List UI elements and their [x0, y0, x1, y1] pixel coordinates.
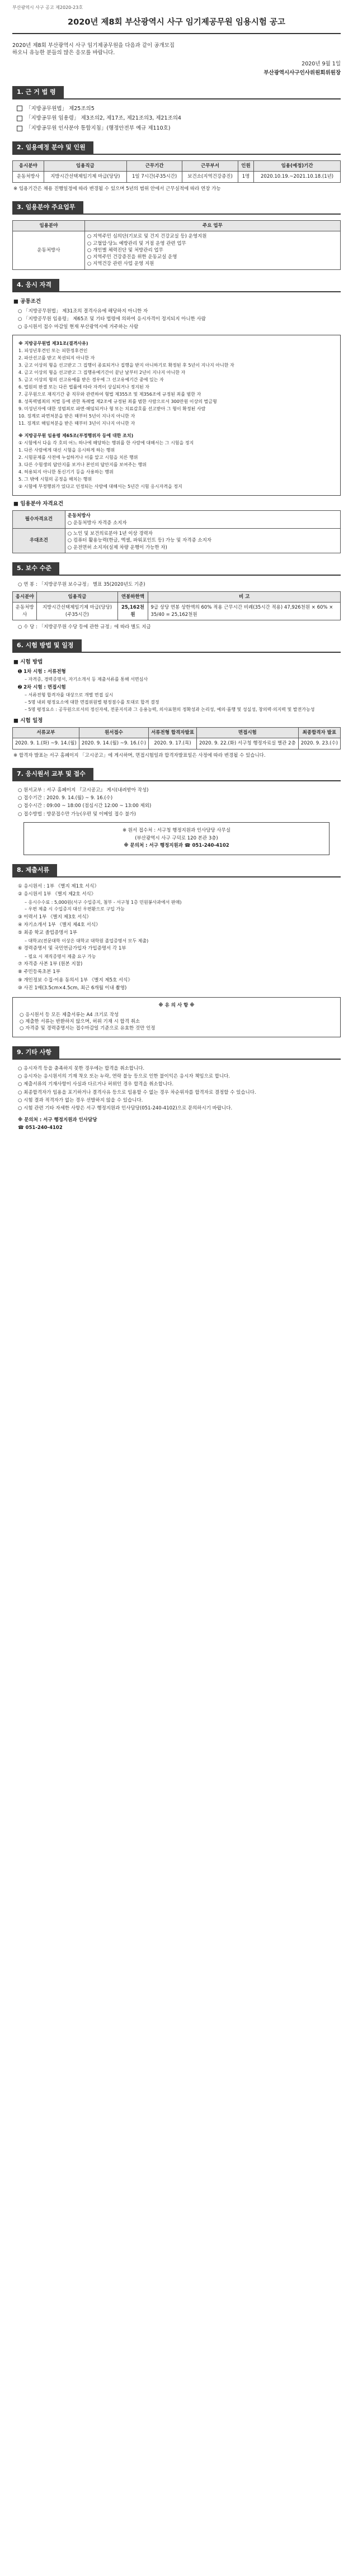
warning-title: ※ 유 의 사 항 ※ — [158, 1003, 195, 1009]
intro — [12, 42, 341, 58]
box-line: 5. 그 밖에 시험의 공정을 해치는 행위 — [18, 477, 92, 482]
notice-number: 부산광역시 사구 공고 제2020-23호 — [12, 5, 83, 10]
title-divider — [12, 33, 341, 34]
misc-item: ○ 시험 결과 적격자가 없는 경우 선발하지 않을 수 있습니다. — [18, 1097, 143, 1103]
section-title: 8. 제출서류 — [12, 864, 57, 876]
table-header-cell: 임용직급 — [44, 160, 126, 171]
checkbox-icon — [17, 106, 22, 111]
box-line: 6. 법원의 판결 또는 다른 법률에 따라 자격이 상실되거나 정지된 자 — [18, 385, 149, 390]
issuing-org: 부산광역시사구인사위원회위원장 — [263, 69, 341, 76]
application-item: ○ 접수시간 : 09:00 ~ 18:00 (점심시간 12:00 ~ 13:00 제외) — [18, 803, 152, 809]
table-header-cell: 임용(예정)기간 — [254, 160, 341, 171]
subhead-text: 공통조건 — [20, 298, 41, 305]
condition-item: ○ 「지방공무원 임용령」 제65조 및 기타 법령에 의하여 응시자격이 정지되지 아니한 사람 — [18, 316, 206, 322]
section-header-misc — [12, 1046, 341, 1060]
salary-line: ○ 연 봉 : 「지방공무원 보수규정」 별표 35(2020년도 기준) — [18, 581, 145, 587]
box-line: ※ 지방공무원 임용령 제65조(부정행위자 등에 대한 조치) — [18, 433, 134, 439]
table-cell: 운동처방사 — [13, 172, 44, 182]
allowance-note: ○ 수 당 : 「지방공무원 수당 등에 관한 규정」에 따라 별도 지급 — [18, 624, 151, 630]
section-title: 1. 근 거 법 령 — [12, 86, 64, 98]
subhead-text: 시험 방법 — [20, 659, 43, 666]
box-line: ① 시험에서 다음 각 호의 어느 하나에 해당하는 행위를 한 사람에 대해서는 그 시험을 정지 — [18, 440, 194, 446]
section-header-laws — [12, 86, 341, 99]
contact-phone: ☎ 051-240-4102 — [18, 1125, 63, 1131]
box-line: 1. 피성년후견인 또는 피한정후견인 — [18, 348, 88, 354]
section-header-application — [12, 768, 341, 781]
box-line: 4. 금고 이상의 형을 선고받고 그 집행유예기간이 끝난 날부터 2년이 지나지 아니한 자 — [18, 370, 186, 376]
box-line: 5. 금고 이상의 형의 선고유예를 받은 경우에 그 선고유예기간 중에 있는 자 — [18, 377, 164, 383]
method-detail: – 5명 평정요소 : 공무원으로서의 정신자세, 전문지식과 그 응용능력, 의사표현의 정확성과 논리성, 예의·품행 및 성실성, 창의력·의지력 및 발전가능성 — [25, 706, 315, 712]
method-detail: – 자격증, 경력증명서, 자기소개서 등 제출서류를 통해 서면심사 — [25, 677, 148, 682]
table-cell: 25,162천원 — [117, 603, 148, 620]
section-header-duties — [12, 201, 341, 215]
warning-box — [12, 997, 341, 1037]
section-title: 9. 기타 사항 — [12, 1046, 59, 1059]
table-header-row — [13, 727, 341, 738]
box-line: 4. 허용되지 아니한 통신기기 등을 사용하는 행위 — [18, 469, 114, 475]
exam-schedule-title: ■ 시험 일정 — [13, 718, 43, 724]
schedule-table — [12, 727, 341, 749]
document-detail: – 필요 시 재직증명서 제출 요구 가능 — [25, 953, 96, 959]
checkbox-icon — [17, 126, 22, 131]
box-line: 9. 미성년자에 대한 성범죄로 파면·해임되거나 형 또는 치료감호를 선고받아 그 형이 확정된 사람 — [18, 406, 206, 412]
box-line: 7. 공무원으로 재직기간 중 직무와 관련하여 형법 제355조 및 제356조에 규정된 죄를 범한 자 — [18, 392, 201, 397]
misc-item: ○ 제출서류의 기재사항이 사실과 다르거나 허위인 경우 합격을 취소합니다. — [18, 1081, 174, 1088]
table-header-cell: 주요 업무 — [84, 220, 340, 231]
preferred-item: ○ 운전면허 소지자(실제 차량 운행이 가능한 자) — [67, 544, 167, 551]
subhead-text: 임용분야 자격요건 — [20, 501, 64, 507]
table-cell: 운동처방사 — [13, 603, 37, 620]
table-cell: 보건소(지역건강증진) — [182, 172, 238, 182]
warning-item: ○ 자격증 및 경력증명서는 접수마감일 기준으로 유효한 것만 인정 — [20, 1026, 156, 1032]
duty-item: ○ 개인별 체력진단 및 처방관리 업무 — [87, 247, 163, 253]
checkbox-icon — [17, 116, 22, 121]
table-header-cell: 서류전형 합격자발표 — [149, 727, 197, 738]
box-line: 8. 성폭력범죄의 처벌 등에 관한 특례법 제2조에 규정된 죄를 범한 사람으로서 300만원 이상의 벌금형 — [18, 399, 217, 405]
condition-item: ○ 응시원서 접수 마감일 현재 부산광역시에 거주하는 사람 — [18, 324, 139, 330]
required-text: ○ 운동처방사 자격증 소지자 — [67, 520, 127, 526]
document-item: ⑤ 최종 학교 졸업증명서 1부 — [18, 930, 77, 936]
document-item: ② 응시원서 1부 《별지 제2호 서식》 — [18, 891, 96, 898]
section-title: 4. 응시 자격 — [12, 279, 59, 291]
table-row — [13, 738, 341, 749]
table-cell: 2020. 9. 22.(화) 서구청 행정자료실 별관 2층 — [196, 738, 298, 749]
intro-line: 2020년 제8회 부산광역시 사구 임기제공무원을 다음과 같이 공개모집 — [12, 42, 175, 49]
table-row — [13, 511, 341, 529]
table-cell: 2020. 9. 17.(목) — [149, 738, 197, 749]
method-item: ➊ 1차 시험 : 서류전형 — [18, 669, 66, 675]
application-item: ○ 접수방법 : 방문접수만 가능(우편 및 이메일 접수 불가) — [18, 811, 136, 817]
section-header-positions — [12, 141, 341, 155]
box-line: 11. 징계로 해임처분을 받은 때부터 3년이 지나지 아니한 자 — [18, 421, 135, 426]
box-line: 2. 파산선고를 받고 복권되지 아니한 자 — [18, 355, 95, 361]
misc-item: ○ 응시자격 등을 충족하지 못한 경우에는 합격을 취소합니다. — [18, 1065, 145, 1071]
duties-cell — [84, 231, 340, 270]
misc-item: ○ 최종합격자가 임용을 포기하거나 결격사유 등으로 임용할 수 없는 경우 차순위자를 합격자로 결정할 수 있습니다. — [18, 1089, 256, 1095]
document-detail: – 대학교(전문대학 이상은 대학교 대학원 졸업증명서 모두 제출) — [25, 938, 149, 943]
table-header-cell: 필수자격요건 — [13, 511, 65, 529]
section-header-eligibility — [12, 279, 341, 292]
warning-item: ○ 응시원서 등 모든 제출서류는 A4 크기로 작성 — [20, 1012, 119, 1018]
law-text: 「지방공무원 임용령」 제3조의2, 제17조, 제21조의3, 제21조의4 — [26, 115, 181, 122]
misc-item: ○ 시험 관련 기타 자세한 사항은 서구 행정지원과 인사담당(051-240-4102)으로 문의하시기 바랍니다. — [18, 1106, 233, 1112]
document-detail: – 우편 제출 시 수입증지 대신 우편환으로 구입 가능 — [25, 907, 125, 912]
table-header-cell: 근무기간 — [126, 160, 182, 171]
document-item: ⑨ 개인정보 수집·이용 동의서 1부 《별지 제5호 서식》 — [18, 977, 133, 983]
table-header-cell: 임용분야 — [13, 220, 85, 231]
table-cell: 1명 — [238, 172, 253, 182]
table-cell: 1일 7시간(주35시간) — [126, 172, 182, 182]
table-cell: 9급 상당 연봉 상한액의 60% 적용 근무시간 비례(35시간 적용) 47,926천원 × 60% × 35/40 = 25,162천원 — [148, 603, 341, 620]
section-title: 6. 시험 방법 및 일정 — [12, 639, 82, 652]
table-header-cell: 근무부서 — [182, 160, 238, 171]
application-callout — [23, 822, 330, 855]
box-line: ※ 지방공무원법 제31조(결격사유) — [18, 341, 88, 347]
table-row — [13, 172, 341, 182]
positions-table — [12, 160, 341, 183]
section-title: 2. 임용예정 분야 및 인원 — [12, 141, 93, 154]
table-header-cell: 임용직급 — [37, 592, 117, 603]
duties-table — [12, 220, 341, 270]
section-header-salary — [12, 562, 341, 576]
table-cell — [65, 528, 340, 553]
document-item: ⑦ 자격증 사본 1부 (원본 지참) — [18, 961, 83, 967]
table-header-row — [13, 592, 341, 603]
eligibility-title: ■ 임용분야 자격요건 — [13, 501, 64, 507]
application-item: ○ 접수기간 : 2020. 9. 14.(월) ~ 9. 16.(수) — [18, 795, 113, 801]
section-title: 3. 임용분야 주요업무 — [12, 201, 83, 214]
law-text: 「지방공무원법」 제25조의5 — [26, 105, 95, 112]
document-item: ③ 이력서 1부 《별지 제3호 서식》 — [18, 914, 92, 920]
table-header-cell: 최종합격자 발표 — [298, 727, 340, 738]
table-row — [13, 231, 341, 270]
table-header-cell: 인원 — [238, 160, 253, 171]
law-text: 「지방공무원 인사분야 통합지침」(행정안전부 예규 제110호) — [26, 125, 171, 132]
table-header-cell: 우대조건 — [13, 528, 65, 553]
table-row — [13, 528, 341, 553]
field-name: 운동처방사 — [67, 513, 91, 519]
box-line: 3. 다른 수험생의 답안지를 보거나 본인의 답안지를 보여주는 행위 — [18, 462, 147, 468]
duty-item: ○ 지역주민 건강증진을 위한 운동교실 운영 — [87, 254, 177, 260]
section-header-exam — [12, 639, 341, 653]
callout-line: (부산광역시 사구 구덕로 120 본관 3층) — [135, 835, 218, 841]
preferred-item: ○ 컴퓨터 활용능력(한글, 엑셀, 파워포인트 등) 가능 및 자격증 소지자 — [67, 538, 212, 544]
notice-date: 2020년 9월 1일 — [302, 61, 341, 68]
table-header-row — [13, 220, 341, 231]
document-item: ⑩ 사진 1매(3.5cm×4.5cm, 최근 6개월 이내 촬영) — [18, 985, 127, 992]
box-line: 3. 금고 이상의 형을 선고받고 그 집행이 종료되거나 집행을 받지 아니하기로 확정된 후 5년이 지나지 아니한 자 — [18, 363, 234, 368]
table-header-cell: 응시분야 — [13, 160, 44, 171]
table-cell: 지방시간선택제임기제 마급(당당) — [44, 172, 126, 182]
table-cell: 2020. 9. 14.(월) ~9. 16.(수) — [79, 738, 148, 749]
method-detail: – 서류전형 합격자를 대상으로 개별 면접 실시 — [25, 692, 114, 698]
table-header-cell: 면접시험 — [196, 727, 298, 738]
exam-method-title: ■ 시험 방법 — [13, 659, 43, 666]
law-item — [17, 115, 341, 122]
box-line: 1. 다른 사람에게 대신 시험을 응시하게 하는 행위 — [18, 448, 115, 453]
intro-line: 하오니 유능한 분들의 많은 응모를 바랍니다. — [12, 50, 115, 56]
table-row — [13, 603, 341, 620]
table-header-cell: 서류교부 — [13, 727, 79, 738]
misc-item: ○ 응시자는 응시원서의 기재 착오 또는 누락, 연락 불능 등으로 인한 불이익은 응시자 책임으로 합니다. — [18, 1073, 230, 1079]
positions-note: ※ 임용기간은 채용 진행일정에 따라 변경될 수 있으며 5년의 범위 안에서 근무실적에 따라 연장 가능 — [13, 186, 221, 192]
method-item: ➋ 2차 시험 : 면접시험 — [18, 685, 66, 691]
law-item — [17, 125, 341, 132]
table-cell — [65, 511, 340, 529]
preferred-item: ○ 노인 및 보건의료분야 1년 이상 경력자 — [67, 530, 153, 537]
method-detail: – 5명 내외 평정요소에 대한 면접위원별 평정점수를 토대로 합격 결정 — [25, 699, 159, 705]
document-item: ⑧ 주민등록초본 1부 — [18, 969, 60, 975]
table-header-cell: 비 고 — [148, 592, 341, 603]
table-cell: 2020.10.19.~2021.10.18.(1년) — [254, 172, 341, 182]
table-header-cell: 연봉하한액 — [117, 592, 148, 603]
duty-item: ○ 지역건강 관련 사업 운영 지원 — [87, 261, 154, 267]
callout-line: ※ 원서 접수처 : 서구청 행정지원과 인사담당 사무실 — [122, 828, 231, 834]
table-cell: 지방시간선택제임기제 마급(당당)(주35시간) — [37, 603, 117, 620]
warning-item: ○ 제출한 서류는 반환하지 않으며, 허위 기재 시 합격 취소 — [20, 1019, 140, 1024]
section-title: 7. 응시원서 교부 및 접수 — [12, 768, 93, 780]
condition-item: ○ 「지방공무원법」 제31조의 결격사유에 해당하지 아니한 자 — [18, 308, 148, 314]
table-cell: 2020. 9. 23.(수) — [298, 738, 340, 749]
table-cell: 운동처방사 — [13, 231, 85, 270]
document-item: ④ 자기소개서 1부 《별지 제4호 서식》 — [18, 922, 101, 928]
contact-line: ※ 문의처 : 서구 행정지원과 인사담당 — [18, 1117, 97, 1123]
document-item: ① 응시원서 : 1부 《별지 제1호 서식》 — [18, 883, 99, 889]
table-cell: 2020. 9. 1.(화) ~9. 14.(월) — [13, 738, 79, 749]
eligibility-table — [12, 510, 341, 553]
page-title: 2020년 제8회 부산광역시 사구 임기제공무원 임용시험 공고 — [68, 17, 285, 27]
subhead-text: 시험 일정 — [20, 718, 43, 724]
document-item: ⑥ 경력증명서 및 국민연금가입자 가입증명서 각 1부 — [18, 946, 126, 952]
section-header-documents — [12, 864, 341, 877]
duty-item: ○ 고혈압·당뇨 예방관리 및 거점 운영 관련 업무 — [87, 240, 186, 246]
table-header-cell: 원서접수 — [79, 727, 148, 738]
common-conditions-title: ■ 공통조건 — [13, 298, 41, 305]
law-item — [17, 105, 341, 113]
section-title: 5. 보수 수준 — [12, 562, 59, 575]
box-line: 2. 시험문제를 사전에 누설하거나 이를 알고 시험을 치른 행위 — [18, 455, 138, 461]
table-header-cell: 응시분야 — [13, 592, 37, 603]
box-line: 10. 징계로 파면처분을 받은 때부터 5년이 지나지 아니한 자 — [18, 414, 135, 419]
duty-item: ○ 지역주민 심의단(기보로 및 건지 건강교실 등) 운영지원 — [87, 234, 207, 240]
box-line: ② 시험에 부정행위가 있다고 인정되는 사람에 대해서는 5년간 시험 응시자격을 정지 — [18, 484, 182, 490]
application-item: ○ 원서교부 : 서구 홈페이지 『고시공고』 게시(내려받아 작성) — [18, 787, 149, 793]
callout-line: ※ 문의처 : 서구 행정지원과 ☎ 051-240-4102 — [124, 843, 229, 849]
schedule-note: ※ 합격자 발표는 서구 홈페이지 「고시공고」에 게시하며, 면접시험일과 합격자발표일은 사정에 따라 변경될 수 있습니다. — [13, 752, 266, 758]
table-header-row — [13, 160, 341, 171]
salary-table — [12, 591, 341, 620]
document-detail: – 응시수수료 : 5,000원(서구 수입증지, 첨부 - 서구청 1층 민원봉사과에서 판매) — [25, 899, 182, 905]
disqualification-box — [12, 335, 341, 496]
